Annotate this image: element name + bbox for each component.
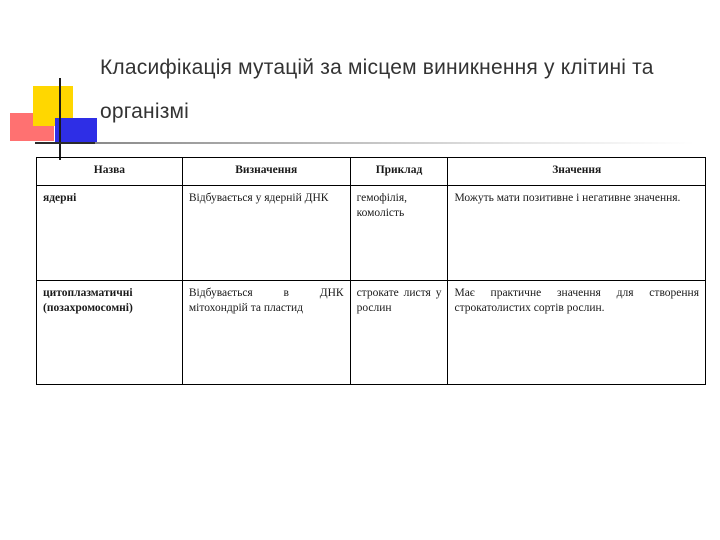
cell-example: гемофілія, комолість — [350, 186, 448, 281]
table-row — [37, 281, 706, 385]
header-significance: Значення — [448, 158, 706, 186]
header-example: Приклад — [350, 158, 448, 186]
table-header-row — [37, 158, 706, 186]
cell-example: строкате листя у рослин — [350, 281, 448, 385]
slide-title: Класифікація мутацій за місцем виникнення у клітині та організмі — [100, 56, 654, 123]
cell-significance: Має практичне значення для створення строкатолистих сортів рослин. — [448, 281, 706, 385]
header-definition: Визначення — [182, 158, 350, 186]
header-name: Назва — [37, 158, 183, 186]
cell-name: цитоплазматичні (позахромосомні) — [37, 281, 183, 385]
cell-name: ядерні — [37, 186, 183, 281]
decor-vertical-line — [59, 78, 61, 160]
cell-definition: Відбувається у ядерній ДНК — [182, 186, 350, 281]
decor-horizontal-line — [35, 142, 95, 144]
decor-blue-square — [55, 118, 97, 144]
mutation-classification-table — [36, 157, 706, 385]
cell-definition: Відбувається в ДНК мітохондрій та пластид — [182, 281, 350, 385]
cell-significance: Можуть мати позитивне і негативне значення. — [448, 186, 706, 281]
table-row — [37, 186, 706, 281]
title-underline — [95, 142, 695, 144]
